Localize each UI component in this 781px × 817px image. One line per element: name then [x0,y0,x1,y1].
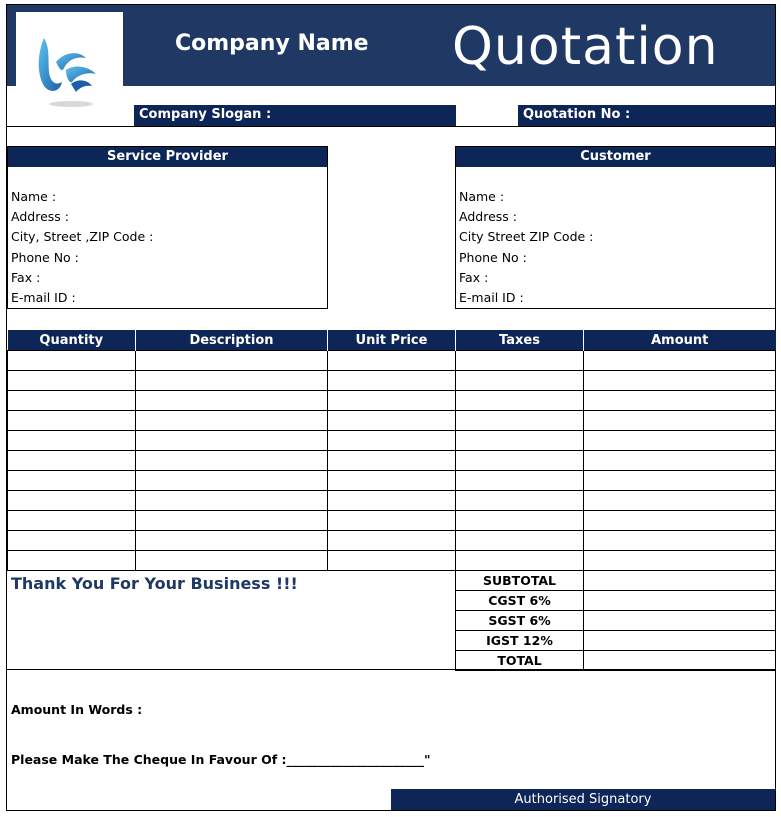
customer-fax-field[interactable]: Fax : [459,269,489,285]
cell-description[interactable] [136,531,328,551]
cell-quantity[interactable] [8,491,136,511]
cell-amount[interactable] [584,351,776,371]
cell-quantity[interactable] [8,451,136,471]
cell-taxes[interactable] [456,471,584,491]
service-provider-heading: Service Provider [8,147,327,167]
document-title: Quotation [452,17,719,77]
cell-taxes[interactable] [456,411,584,431]
cell-amount[interactable] [584,411,776,431]
cell-quantity[interactable] [8,411,136,431]
cell-unit-price[interactable] [328,411,456,431]
company-name: Company Name [175,31,369,56]
column-header-taxes: Taxes [456,330,584,351]
line-items-header-row [8,330,776,351]
cell-taxes[interactable] [456,351,584,371]
cell-taxes[interactable] [456,491,584,511]
column-header-description: Description [136,330,328,351]
table-row [8,451,776,471]
customer-fields [456,167,775,308]
cell-quantity[interactable] [8,431,136,451]
cell-description[interactable] [136,351,328,371]
cell-unit-price[interactable] [328,431,456,451]
column-header-unit-price: Unit Price [328,330,456,351]
cell-taxes[interactable] [456,531,584,551]
service-provider-city-field[interactable]: City, Street ,ZIP Code : [11,229,154,245]
cell-amount[interactable] [584,471,776,491]
cell-quantity[interactable] [8,531,136,551]
cell-amount[interactable] [584,391,776,411]
cell-taxes[interactable] [456,371,584,391]
cell-description[interactable] [136,431,328,451]
cell-quantity[interactable] [8,351,136,371]
cell-quantity[interactable] [8,391,136,411]
subtotal-label: SUBTOTAL [456,571,584,591]
cell-amount[interactable] [584,451,776,471]
sgst-label: SGST 6% [456,611,584,631]
table-row [8,531,776,551]
cell-amount[interactable] [584,491,776,511]
cell-unit-price[interactable] [328,511,456,531]
cell-quantity[interactable] [8,371,136,391]
amount-in-words-label: Amount In Words : [11,702,143,717]
cell-taxes[interactable] [456,451,584,471]
cell-unit-price[interactable] [328,451,456,471]
table-row [8,371,776,391]
cell-quantity[interactable] [8,551,136,571]
customer-address-field[interactable]: Address : [459,209,517,225]
cell-taxes[interactable] [456,431,584,451]
company-logo [16,12,123,119]
cell-taxes[interactable] [456,391,584,411]
customer-panel [455,146,776,309]
company-slogan-label: Company Slogan : [139,107,272,122]
column-header-quantity: Quantity [8,330,136,351]
cell-description[interactable] [136,511,328,531]
service-provider-fax-field[interactable]: Fax : [11,269,41,285]
authorised-signatory-bar: Authorised Signatory [391,789,775,810]
company-slogan-field[interactable] [134,105,456,126]
cell-quantity[interactable] [8,511,136,531]
totals-row-igst [456,631,776,651]
igst-label: IGST 12% [456,631,584,651]
table-row [8,431,776,451]
cell-description[interactable] [136,371,328,391]
service-provider-fields [8,167,327,308]
table-row [8,411,776,431]
cell-unit-price[interactable] [328,471,456,491]
service-provider-name-field[interactable]: Name : [11,189,57,204]
cell-amount[interactable] [584,531,776,551]
header-divider [7,126,775,127]
cell-amount[interactable] [584,431,776,451]
service-provider-panel [7,146,328,309]
table-row [8,471,776,491]
customer-city-field[interactable]: City Street ZIP Code : [459,229,594,245]
cell-description[interactable] [136,471,328,491]
column-header-amount: Amount [584,330,776,351]
customer-heading: Customer [456,147,775,167]
totals-row-total [456,651,776,671]
totals-row-subtotal [456,571,776,591]
cell-unit-price[interactable] [328,351,456,371]
customer-phone-field[interactable]: Phone No : [459,249,527,265]
cell-description[interactable] [136,551,328,571]
quotation-number-field[interactable] [518,105,775,126]
cell-unit-price[interactable] [328,371,456,391]
cell-taxes[interactable] [456,551,584,571]
cell-unit-price[interactable] [328,491,456,511]
cell-description[interactable] [136,451,328,471]
cell-amount[interactable] [584,371,776,391]
cgst-value-cell[interactable] [584,591,776,611]
service-provider-email-field[interactable]: E-mail ID : [11,290,76,306]
table-row [8,551,776,571]
cgst-label: CGST 6% [456,591,584,611]
logo-icon [16,12,123,119]
quotation-number-label: Quotation No : [523,107,631,122]
totals-row-sgst [456,611,776,631]
cell-unit-price[interactable] [328,551,456,571]
cell-quantity[interactable] [8,471,136,491]
customer-name-field[interactable]: Name : [459,189,505,204]
table-row [8,351,776,371]
cell-description[interactable] [136,391,328,411]
customer-email-field[interactable]: E-mail ID : [459,290,524,306]
cell-amount[interactable] [584,511,776,531]
cell-description[interactable] [136,411,328,431]
sgst-value-cell[interactable] [584,611,776,631]
service-provider-phone-field[interactable]: Phone No : [11,249,79,265]
cell-unit-price[interactable] [328,531,456,551]
totals-table [455,570,776,671]
cell-description[interactable] [136,491,328,511]
table-row [8,511,776,531]
totals-row-cgst [456,591,776,611]
line-items-body [8,351,776,571]
cheque-favour-label: Please Make The Cheque In Favour Of :______________________" [11,752,431,767]
service-provider-address-field[interactable]: Address : [11,209,69,225]
subtotal-value-cell[interactable] [584,571,776,591]
thank-you-message: Thank You For Your Business !!! [11,574,298,593]
cell-unit-price[interactable] [328,391,456,411]
cell-taxes[interactable] [456,511,584,531]
cell-amount[interactable] [584,551,776,571]
line-items-table [7,330,776,571]
igst-value-cell[interactable] [584,631,776,651]
total-value-cell[interactable] [584,651,776,671]
table-row [8,491,776,511]
totals-divider [7,669,775,670]
total-label: TOTAL [456,651,584,671]
table-row [8,391,776,411]
